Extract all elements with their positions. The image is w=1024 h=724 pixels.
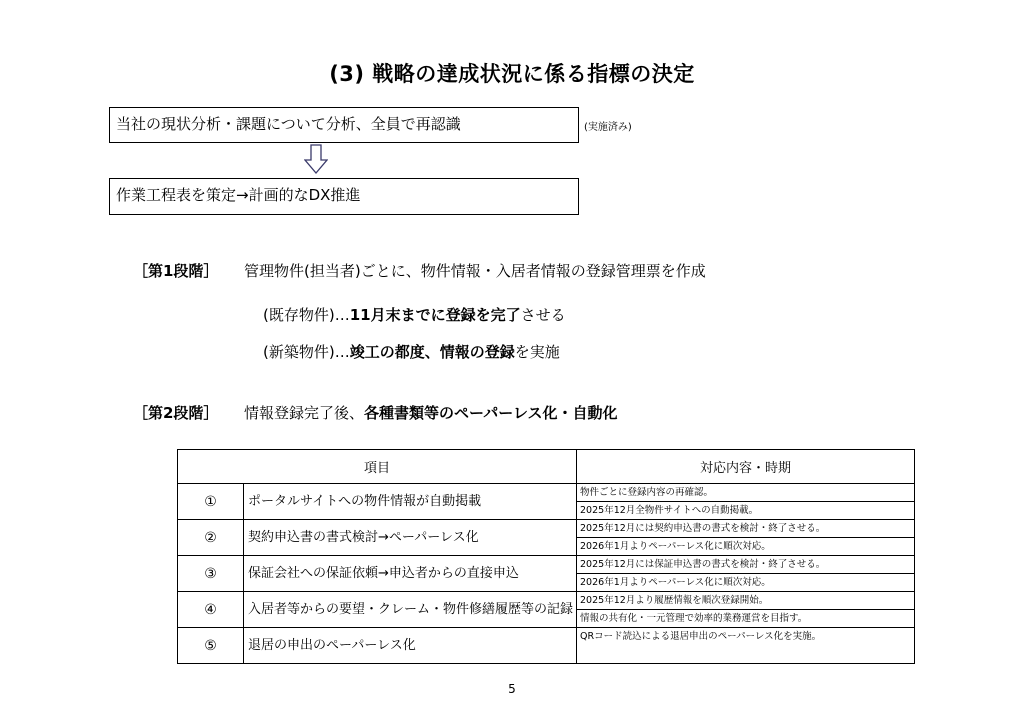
row-number: ①: [178, 484, 244, 520]
response-line: 2025年12月には保証申込書の書式を検討・終了させる。: [580, 559, 826, 570]
page-title: (3) 戦略の達成状況に係る指標の決定: [329, 62, 695, 86]
table-row: [178, 628, 915, 664]
table-row: [178, 484, 915, 520]
table-header-row: [178, 450, 915, 484]
row-number: ③: [178, 556, 244, 592]
row-response: [577, 592, 915, 628]
stage2-prefix: 情報登録完了後、: [244, 404, 365, 422]
table-row: [178, 556, 915, 592]
stage2-bold: 各種書類等のペーパーレス化・自動化: [364, 404, 618, 422]
row-response: [577, 628, 915, 664]
action-items-table: [177, 449, 915, 664]
header-response: 対応内容・時期: [577, 450, 915, 484]
work-plan-box: [109, 178, 579, 215]
table-row: [178, 520, 915, 556]
row-response: [577, 520, 915, 556]
row-item: 入居者等からの要望・クレーム・物件修繕履歴等の記録: [244, 592, 577, 628]
new-suffix: を実施: [514, 343, 560, 361]
row-response: [577, 556, 915, 592]
existing-suffix: させる: [520, 306, 566, 324]
existing-bold: 11月末までに登録を完了: [349, 306, 521, 324]
row-response: [577, 484, 915, 520]
response-line: 2026年1月よりペーパーレス化に順次対応。: [577, 537, 914, 555]
stage1-existing-line: [263, 304, 566, 325]
stage1-text: 管理物件(担当者)ごとに、物件情報・入居者情報の登録管理票を作成: [244, 262, 706, 280]
stage2-label: ［第2段階］: [133, 404, 219, 422]
completed-note: (実施済み): [584, 122, 632, 133]
new-prefix: (新築物件)…: [263, 343, 350, 361]
response-line: QRコード読込による退居申出のペーパーレス化を実施。: [580, 631, 822, 642]
current-analysis-text: 当社の現状分析・課題について分析、全員で再認識: [116, 115, 461, 133]
row-number: ②: [178, 520, 244, 556]
work-plan-text: 作業工程表を策定→計画的なDX推進: [116, 186, 361, 204]
response-line: 2025年12月には契約申込書の書式を検討・終了させる。: [580, 523, 826, 534]
stage2-text: [244, 402, 618, 423]
row-item: ポータルサイトへの物件情報が自動掲載: [244, 484, 577, 520]
current-analysis-box: [109, 107, 579, 143]
row-number: ⑤: [178, 628, 244, 664]
response-line: 2026年1月よりペーパーレス化に順次対応。: [577, 573, 914, 591]
header-item: 項目: [178, 450, 577, 484]
response-line: 物件ごとに登録内容の再確認。: [580, 487, 714, 498]
page-number: 5: [508, 682, 516, 696]
table-row: [178, 592, 915, 628]
stage1-label: ［第1段階］: [133, 262, 219, 280]
existing-prefix: (既存物件)…: [263, 306, 350, 324]
stage1-new-line: [263, 341, 560, 362]
down-arrow-icon: [304, 144, 328, 174]
row-number: ④: [178, 592, 244, 628]
response-line: 2025年12月全物件サイトへの自動掲載。: [577, 501, 914, 519]
row-item: 保証会社への保証依頼→申込者からの直接申込: [244, 556, 577, 592]
row-item: 退居の申出のペーパーレス化: [244, 628, 577, 664]
response-line: 2025年12月より履歴情報を順次登録開始。: [580, 595, 769, 606]
row-item: 契約申込書の書式検討→ペーパーレス化: [244, 520, 577, 556]
new-bold: 竣工の都度、情報の登録: [349, 343, 515, 361]
response-line: 情報の共有化・一元管理で効率的業務運営を目指す。: [577, 609, 914, 627]
